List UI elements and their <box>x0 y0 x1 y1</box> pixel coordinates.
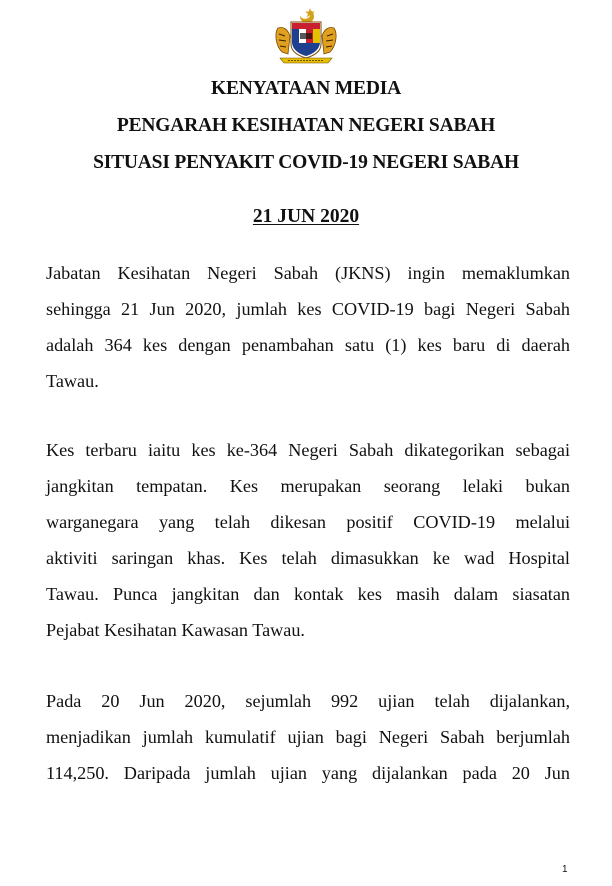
paragraph-line: Jabatan Kesihatan Negeri Sabah (JKNS) ingin memaklumkan <box>46 263 570 283</box>
page-number: 1 <box>562 864 568 875</box>
paragraph-line: aktiviti saringan khas. Kes telah dimasukkan ke wad Hospital <box>46 548 570 568</box>
paragraph-line: adalah 364 kes dengan penambahan satu (1) kes baru di daerah <box>46 335 570 355</box>
paragraph-line: jangkitan tempatan. Kes merupakan seorang lelaki bukan <box>46 476 570 496</box>
title-line-1: KENYATAAN MEDIA <box>210 78 402 99</box>
paragraph-line: sehingga 21 Jun 2020, jumlah kes COVID-19 bagi Negeri Sabah <box>46 299 570 319</box>
title-line-3: SITUASI PENYAKIT COVID-19 NEGERI SABAH <box>93 152 519 173</box>
paragraph-line: Tawau. Punca jangkitan dan kontak kes masih dalam siasatan <box>46 584 570 604</box>
paragraph-line: Tawau. <box>46 371 99 391</box>
document-date: 21 JUN 2020 <box>252 206 360 227</box>
paragraph-line: 114,250. Daripada jumlah ujian yang dijalankan pada 20 Jun <box>46 763 570 783</box>
title-line-2: PENGARAH KESIHATAN NEGERI SABAH <box>116 115 496 136</box>
malaysia-coat-of-arms-icon <box>270 6 342 66</box>
paragraph-line: Pejabat Kesihatan Kawasan Tawau. <box>46 620 305 640</box>
paragraph-line: menjadikan jumlah kumulatif ujian bagi Negeri Sabah berjumlah <box>46 727 570 747</box>
paragraph-line: warganegara yang telah dikesan positif COVID-19 melalui <box>46 512 570 532</box>
paragraph-line: Kes terbaru iaitu kes ke-364 Negeri Sabah dikategorikan sebagai <box>46 440 570 460</box>
paragraph-1 <box>46 255 570 399</box>
paragraph-3 <box>46 683 570 791</box>
paragraph-2 <box>46 432 570 648</box>
paragraph-line: Pada 20 Jun 2020, sejumlah 992 ujian telah dijalankan, <box>46 691 570 711</box>
